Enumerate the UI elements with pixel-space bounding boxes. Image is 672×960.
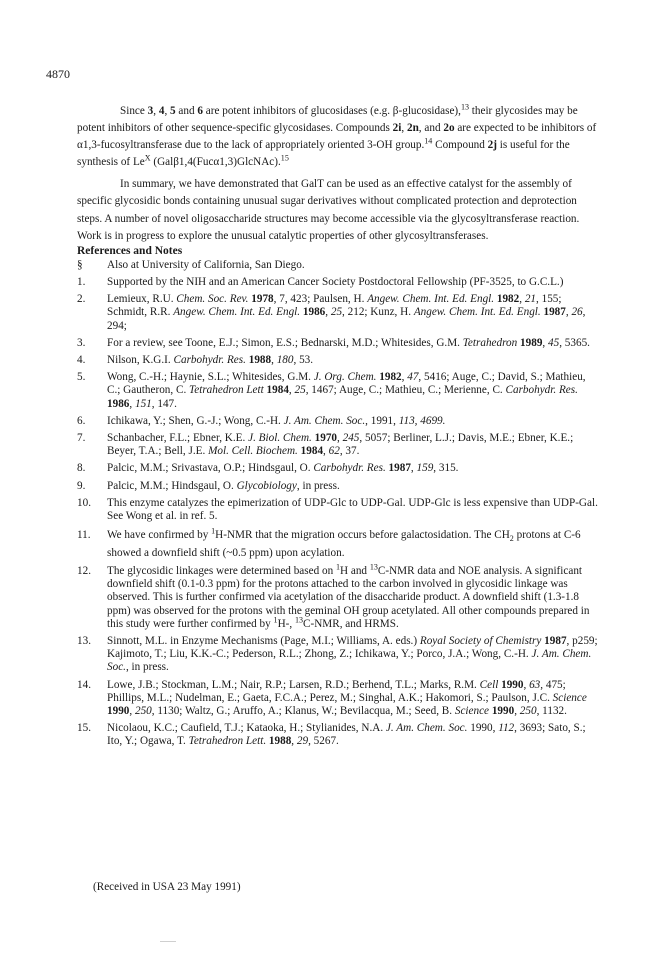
reference-text [107,462,458,474]
text-run: , [153,105,159,117]
reference-text [107,722,586,747]
text-run: are potent inhibitors of glucosidases (e.g. β-glucosidase), [202,105,461,117]
text-run: , 147. [151,397,177,410]
text-run: , 7, 423; Paulsen, H. [273,293,368,306]
text-run: , 212; Kunz, H. [342,306,414,319]
reference-item [77,527,600,562]
bold-run: 1987 [544,635,567,648]
italic-run: 245 [342,431,360,444]
text-run: , [514,705,520,718]
italic-run: J. Am. Chem. Soc. [107,648,592,674]
italic-run: 250 [134,705,152,718]
references-heading: References and Notes [77,244,183,257]
text-run: , [164,105,171,117]
text-run: , [288,384,295,397]
text-run: , [325,306,331,319]
italic-run: Glycobiology [236,479,297,492]
italic-run: 47 [407,371,419,384]
text-run: protons at C-6 showed a downfield shift (~0.5 ppm) upon acylation. [107,529,581,559]
reference-item [77,497,600,523]
bold-run: 2n [406,122,419,135]
bold-run: 2i [392,122,402,135]
bold-run: 4 [158,105,165,117]
text-run: , [519,293,525,306]
text-run: H-NMR that the migration occurs before galactosidation. The CH [215,529,510,542]
superscript: 13 [460,102,469,112]
bold-run: 2o [443,122,455,135]
reference-text [107,259,305,271]
superscript: 1 [335,562,340,572]
bold-run: 1987 [388,462,411,475]
text-run: The glycosidic linkages were determined based on [107,565,336,578]
bold-run: 1989 [520,336,543,349]
reference-item [77,635,600,675]
reference-text [107,293,585,331]
italic-run: Mol. Cell. Biochem. [208,445,298,458]
text-run: are expected to be inhibitors of α1,3-fucosyltransferase due to the lack of appropriately oriented 3-OH group. [77,122,597,152]
text-run: , 475; Phillips, M.L.; Nudelman, E.; Gaeta, F.C.A.; Perez, M.; Singhal, A.K.; Hakomori, S.; Paulson, J.C. [107,678,566,704]
text-run: Lowe, J.B.; Stockman, L.M.; Nair, R.P.; Larsen, R.D.; Berhend, T.L.; Marks, R.M. [107,678,480,691]
text-run: , 5267. [308,735,339,748]
text-run: and [175,105,198,117]
text-run: H and [340,565,370,578]
reference-text [107,497,598,522]
reference-list [77,259,600,749]
text-run: , 5416; Auge, C.; David, S.; Mathieu, C.; Gautheron, C. [107,371,586,397]
text-run: We have confirmed by [107,529,212,542]
text-run: , [401,371,408,384]
italic-run: J. Org. Chem. [313,371,377,384]
italic-run: Royal Society of Chemistry [419,635,542,648]
text-run: , p259; Kajimoto, T.; Liu, K.K.-C.; Pederson, R.L.; Zhong, Z.; Ichikawa, Y.; Porco, J.A.; Wong, C.-H. [107,635,598,661]
superscript: 1 [273,615,278,625]
reference-item [77,679,600,719]
text-run: , 1130; Waltz, G.; Aruffo, A.; Klanus, W.; Bevilacqua, M.; Seed, B. [151,705,455,718]
text-run: , [410,462,417,475]
text-run: , [337,431,343,444]
text-run: Wong, C.-H.; Haynie, S.L.; Whitesides, G.M. [107,371,314,384]
reference-number: 10. [77,496,91,509]
subscript: 2 [509,534,514,544]
text-run: , in press. [125,661,169,674]
text-run: , 53. [293,353,314,366]
bold-run: 1986 [107,397,130,410]
text-run: , 294; [107,306,586,332]
text-run: , 3693; Sato, S.; Ito, Y.; Ogawa, T. [107,722,586,748]
italic-run: Carbohydr. Res. [505,384,578,397]
italic-run: Tetrahedron Lett. [188,735,267,748]
reference-text [107,371,586,409]
reference-number: 7. [77,431,86,444]
text-run: This enzyme catalyzes the epimerization of UDP-Glc to UDP-Gal. UDP-Glc is less expensive than UDP-Gal. See Wong et al. in ref. 5. [107,496,598,522]
bold-run: 3 [147,105,154,117]
reference-item [77,480,600,493]
text-run: Palcic, M.M.; Srivastava, O.P.; Hindsgaul, O. [107,462,314,475]
reference-number: 4. [77,353,86,366]
superscript: 14 [424,136,433,146]
bold-run: 1982 [379,371,402,384]
text-run: , 5365. [559,336,590,349]
text-run: , 5057; Berliner, L.J.; Davis, M.E.; Ebner, K.E.; Beyer, T.A.; Bell, J.E. [107,431,574,458]
reference-item [77,293,600,333]
text-run: Also at University of California, San Diego. [107,258,305,271]
italic-run: 151 [134,397,152,410]
italic-run: Cell [479,678,499,691]
bold-run: 1987 [543,306,566,319]
reference-text [107,415,445,427]
superscript: 1 [211,526,216,536]
paragraph-2 [77,176,600,244]
reference-number: 11. [77,529,91,542]
reference-number: 5. [77,371,86,384]
italic-run: 113, 4699. [398,414,446,427]
reference-number: 15. [77,722,91,735]
text-run: Nicolaou, K.C.; Caufield, T.J.; Kataoka, H.; Stylianides, N.A. [107,722,386,735]
italic-run: 159 [416,462,434,475]
italic-run: 29 [296,735,309,748]
text-run: Lemieux, R.U. [107,293,177,306]
italic-run: Tetrahedron [462,336,518,349]
bold-run: 6 [197,105,203,117]
paragraph-1 [77,103,600,171]
text-run: is useful for the synthesis of Le [77,139,570,169]
reference-item [77,562,600,631]
text-run: Ichikawa, Y.; Shen, G.-J.; Wong, C.-H. [107,414,284,427]
text-run: , and [418,122,444,135]
bold-run: 1978 [251,293,274,306]
bold-run: 1988 [248,353,272,366]
text-run: For a review, see Toone, E.J.; Simon, E.S.; Bednarski, M.D.; Whitesides, G.M. [107,336,463,349]
reference-text [107,562,590,630]
reference-item [77,462,600,475]
text-run: , 155; Schmidt, R.R. [107,293,562,319]
italic-run: Science [454,705,490,718]
text-run: , [542,336,548,349]
reference-number: 2. [77,293,86,306]
reference-text [107,432,573,457]
reference-item [77,722,600,748]
reference-item [77,354,600,367]
italic-run: 250 [519,705,537,718]
italic-run: 112 [498,722,515,735]
text-run: , [565,306,572,319]
text-run: H-, [277,617,295,630]
text-run: C-NMR data and NOE analysis. A significant downfield shift (0.1-0.3 ppm) for the protons attached to the carbon involved in glycosidic linkage was observed. This is further confirmed via acetylation of the disaccharide product. A downfield shift (1.3-1.8 ppm) was observed for the protons with the geminal OH group acetylated. All other compounds prepared in this study were further confirmed by [107,565,590,630]
text-run: their glycosides may be potent inhibitors of other sequence-specific glycosidases. Compounds [77,105,578,135]
text-run: , in press. [296,479,340,492]
italic-run: J. Am. Chem. Soc. [385,722,468,735]
italic-run: 45 [548,336,560,349]
bold-run: 1990 [501,678,524,691]
text-run: , [523,678,530,691]
footer-rule [160,941,176,942]
bold-run: 1986 [302,306,326,319]
text-run: In summary, we have demonstrated that GalT can be used as an effective catalyst for the assembly of specific glycosidic bonds containing unusual sugar derivatives without complicated protection and deprotection steps. A number of novel oligosaccharide structures may become accessible via the glycosyltransferase reaction. Work is in progress to explore the unusual catalytic properties of other glycosyltransferases. [77,178,580,242]
italic-run: Chem. Soc. Rev. [176,293,249,306]
text-run: , 1467; Auge, C.; Mathieu, C.; Merienne, C. [305,384,506,397]
italic-run: Angew. Chem. Int. Ed. Engl. [173,306,301,319]
italic-run: 62 [328,445,340,458]
text-run: Supported by the NIH and an American Cancer Society Postdoctoral Fellowship (PF-3525, to G.C.L.) [107,275,564,288]
text-run: , 315. [433,462,459,475]
reference-item [77,276,600,289]
bold-run: 1970 [314,431,337,444]
bold-run: 1988 [268,735,292,748]
reference-text [107,635,598,673]
reference-number: § [77,258,83,271]
italic-run: 63 [529,678,541,691]
text-run: Nilson, K.G.I. [107,353,174,366]
reference-number: 13. [77,635,91,648]
bold-run: 1982 [496,293,520,306]
text-run: Schanbacher, F.L.; Ebner, K.E. [107,431,249,444]
reference-item [77,415,600,428]
text-run: Since [120,105,148,117]
italic-run: Angew. Chem. Int. Ed. Engl. [367,293,495,306]
superscript: 15 [280,153,289,163]
italic-run: J. Biol. Chem. [248,431,312,444]
superscript: 13 [369,562,378,572]
italic-run: 26 [571,306,583,319]
superscript: X [144,153,151,163]
reference-text [107,526,581,559]
reference-item [77,371,600,411]
text-run: , 37. [339,445,360,458]
italic-run: 180 [276,353,294,366]
text-run: Sinnott, M.L. in Enzyme Mechanisms (Page, M.I.; Williams, A. eds.) [107,635,420,648]
reference-number: 6. [77,414,86,427]
bold-run: 2j [487,139,497,152]
reference-number: 9. [77,479,86,492]
reference-text [107,480,340,492]
italic-run: Angew. Chem. Int. Ed. Engl. [413,306,541,319]
italic-run: 25 [294,384,306,397]
italic-run: Carbohydr. Res. [173,353,246,366]
text-run: , 1132. [536,705,567,718]
text-run: Palcic, M.M.; Hindsgaul, O. [107,479,237,492]
text-run: , [129,397,135,410]
text-run: 1990, [467,722,499,735]
reference-number: 14. [77,678,91,691]
reference-number: 8. [77,462,86,475]
bold-run: 1984 [266,384,289,397]
reference-item [77,432,600,458]
reference-text [107,354,313,366]
reference-text [107,679,587,717]
reference-number: 3. [77,336,86,349]
italic-run: 25 [330,306,343,319]
bold-run: 5 [170,105,176,117]
italic-run: Science [552,691,587,704]
text-run: Compound [432,139,488,152]
italic-run: Carbohydr. Res. [313,462,386,475]
reference-item [77,259,600,272]
reference-number: 1. [77,275,86,288]
text-run: , [323,445,329,458]
text-run: , [291,735,297,748]
text-run: (Galβ1,4(Fucα1,3)GlcNAc). [150,156,281,169]
italic-run: 21 [524,293,537,306]
superscript: 13 [294,615,304,625]
page-number: 4870 [46,67,70,81]
text-run: C-NMR, and HRMS. [303,617,399,630]
reference-text [107,276,563,288]
text-run: , [129,705,135,718]
text-run: , [401,122,407,135]
bold-run: 1984 [300,445,324,458]
received-note: (Received in USA 23 May 1991) [93,881,241,893]
text-run: , [271,353,277,366]
bold-run: 1990 [491,705,515,718]
reference-number: 12. [77,565,91,578]
reference-text [107,337,590,349]
italic-run: Tetrahedron Lett [189,384,264,397]
italic-run: J. Am. Chem. Soc. [283,414,366,427]
body-text [77,103,600,753]
reference-item [77,337,600,350]
bold-run: 1990 [107,705,130,718]
text-run: , 1991, [365,414,399,427]
